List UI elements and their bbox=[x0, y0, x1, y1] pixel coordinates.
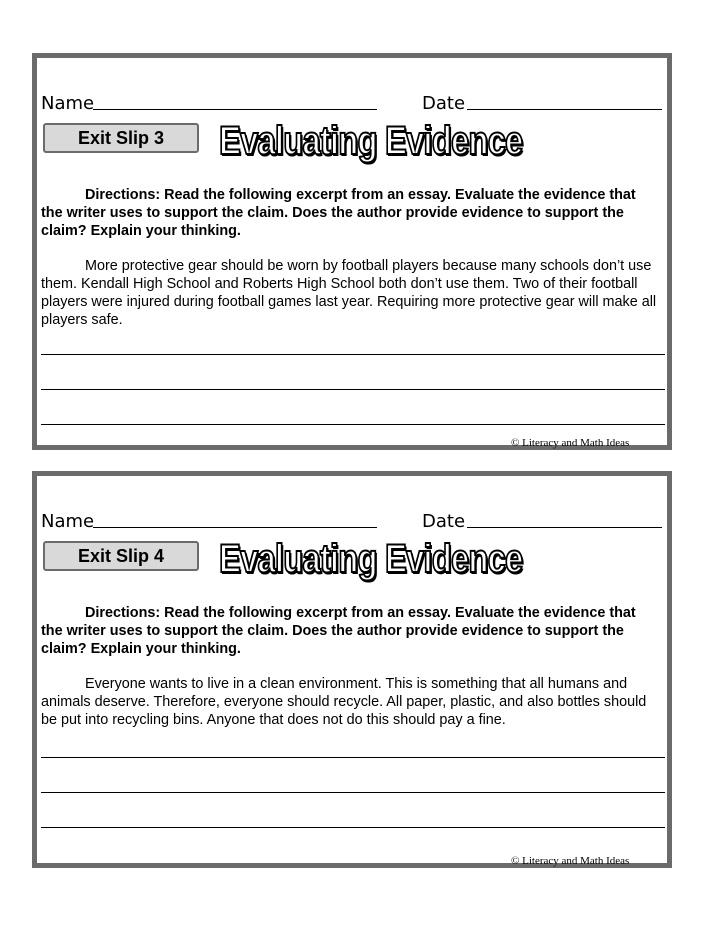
exit-slip-badge: Exit Slip 3 bbox=[43, 123, 199, 153]
answer-line bbox=[41, 757, 665, 758]
copyright-notice: © Literacy and Math Ideas bbox=[511, 855, 630, 867]
answer-line bbox=[41, 389, 665, 390]
exit-slip-card-4 bbox=[32, 471, 672, 868]
answer-line bbox=[41, 424, 665, 425]
answer-line bbox=[41, 792, 665, 793]
essay-excerpt: More protective gear should be worn by football players because many schools don’t use them. Kendall High School and Roberts High School both don’t use them. Two of their football players were injured during football games last year. Requiring more protective gear will make all players safe. bbox=[41, 258, 657, 328]
card-title: Evaluating Evidence bbox=[219, 537, 523, 581]
directions-text: Directions: Read the following excerpt from an essay. Evaluate the evidence that the writer uses to support the claim. Does the author provide evidence to support the claim? Explain your thinking. bbox=[41, 605, 636, 657]
name-label: Name bbox=[41, 511, 95, 532]
copyright-notice: © Literacy and Math Ideas bbox=[511, 437, 630, 449]
essay-excerpt: Everyone wants to live in a clean environment. This is something that all humans and animals deserve. Therefore, everyone should recycle. All paper, plastic, and also bottles should be put into recycling bins. Anyone that does not do this should pay a fine. bbox=[41, 676, 647, 728]
date-label: Date bbox=[422, 511, 466, 532]
answer-line bbox=[41, 354, 665, 355]
directions-text: Directions: Read the following excerpt from an essay. Evaluate the evidence that the writer uses to support the claim. Does the author provide evidence to support the claim? Explain your thinking. bbox=[41, 187, 636, 239]
date-write-line bbox=[467, 109, 662, 110]
exit-slip-badge: Exit Slip 4 bbox=[43, 541, 199, 571]
exit-slip-card-3 bbox=[32, 53, 672, 450]
name-label: Name bbox=[41, 93, 95, 114]
name-write-line bbox=[93, 527, 377, 528]
date-label: Date bbox=[422, 93, 466, 114]
answer-line bbox=[41, 827, 665, 828]
name-write-line bbox=[93, 109, 377, 110]
date-write-line bbox=[467, 527, 662, 528]
card-title: Evaluating Evidence bbox=[219, 119, 523, 163]
